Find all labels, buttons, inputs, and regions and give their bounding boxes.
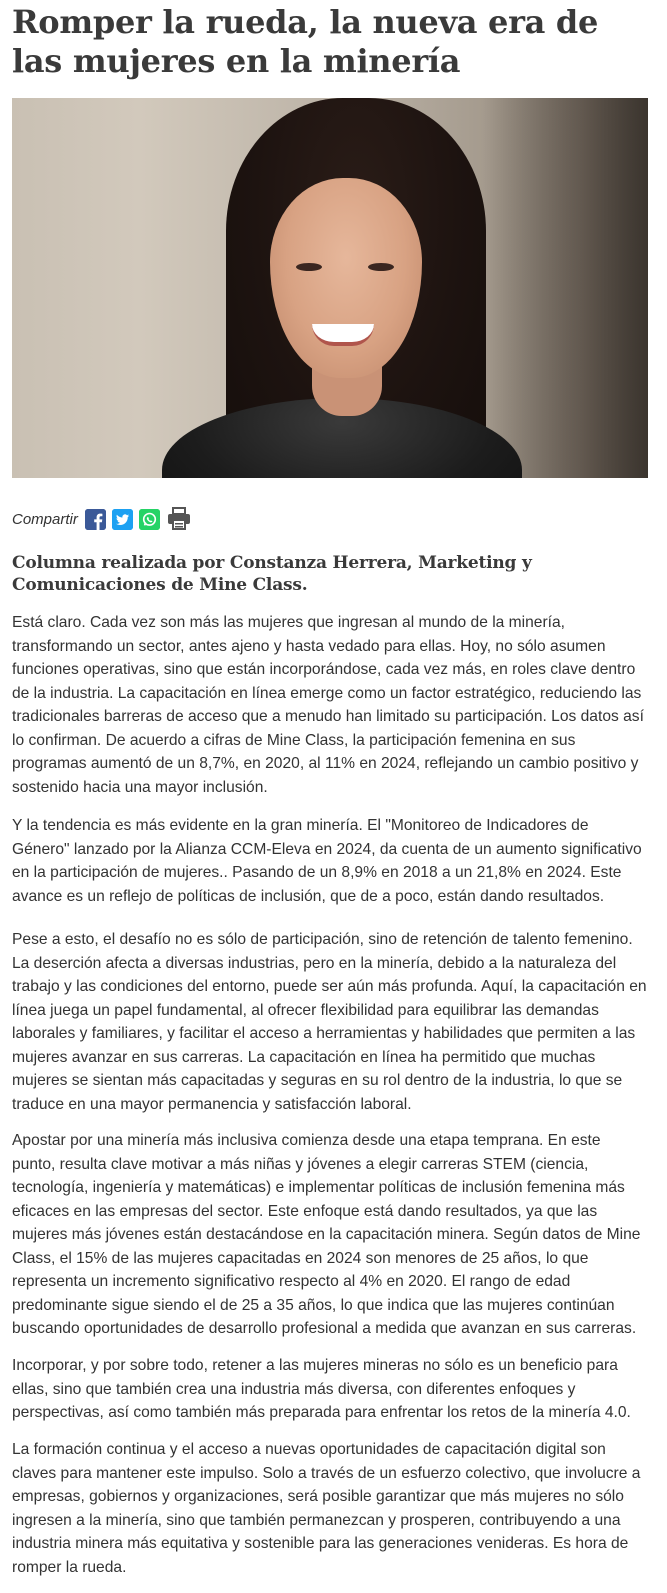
article-paragraph: Incorporar, y por sobre todo, retener a las mujeres mineras no sólo es un beneficio para ellas, sino que también crea una industria más diversa, con diferentes enfoques y perspectivas, así como también más preparada para enfrentar los retos de la minería 4.0. (12, 1357, 631, 1421)
whatsapp-icon[interactable] (139, 509, 160, 530)
print-icon[interactable] (166, 509, 192, 530)
share-bar (12, 506, 198, 532)
article-title: Romper la rueda, la nueva era de las mujeres en la minería (12, 3, 599, 80)
facebook-icon[interactable] (85, 509, 106, 530)
article-byline: Columna realizada por Constanza Herrera, Marketing y Comunicaciones de Mine Class. (12, 553, 532, 595)
article (12, 0, 648, 1576)
share-label: Compartir (12, 510, 78, 528)
article-paragraph: Pese a esto, el desafío no es sólo de participación, sino de retención de talento femenino. La deserción afecta a diversas industrias, pero en la minería, debido a la naturaleza del trabajo y las condiciones del entorno, puede ser aún más profunda. Aquí, la capacitación en línea juega un papel fundamental, al ofrecer flexibilidad para equilibrar las demandas laborales y familiares, y facilitar el acceso a herramientas y habilidades que permiten a las mujeres avanzar en sus carreras. La capacitación en línea ha permitido que muchas mujeres se sientan más capacitadas y seguras en su rol dentro de la industria, lo que se traduce en una mayor permanencia y satisfacción laboral. (12, 931, 647, 1113)
article-paragraph: Apostar por una minería más inclusiva comienza desde una etapa temprana. En este punto, resulta clave motivar a más niñas y jóvenes a elegir carreras STEM (ciencia, tecnología, ingeniería y matemáticas) e implementar políticas de inclusión femenina más eficaces en las empresas del sector. Este enfoque está dando resultados, ya que las mujeres más jóvenes están destacándose en la capacitación minera. Según datos de Mine Class, el 15% de las mujeres capacitadas en 2024 son menores de 25 años, lo que representa un incremento significativo respecto al 4% en 2020. El rango de edad predominante sigue siendo el de 25 a 35 años, lo que indica que las mujeres continúan buscando oportunidades de desarrollo profesional a medida que avanzan en sus carreras. (12, 1132, 641, 1337)
article-paragraph: Y la tendencia es más evidente en la gran minería. El "Monitoreo de Indicadores de Género" lanzado por la Alianza CCM-Eleva en 2024, da cuenta de un aumento significativo en la participación de mujeres.. Pasando de un 8,9% en 2018 a un 21,8% en 2024. Este avance es un reflejo de políticas de inclusión, que de a poco, están dando resultados. (12, 817, 642, 905)
article-paragraph: La formación continua y el acceso a nuevas oportunidades de capacitación digital son claves para mantener este impulso. Solo a través de un esfuerzo colectivo, que involucre a empresas, gobiernos y organizaciones, será posible garantizar que más mujeres no sólo ingresen a la minería, sino que también permanezcan y prosperen, contribuyendo a una industria minera más equitativa y sostenible para las generaciones venideras. Es hora de romper la rueda. (12, 1441, 641, 1576)
article-paragraph: Está claro. Cada vez son más las mujeres que ingresan al mundo de la minería, transformando un sector, antes ajeno y hasta vedado para ellas. Hoy, no sólo asumen funciones operativas, sino que están incorporándose, cada vez más, en roles clave dentro de la industria. La capacitación en línea emerge como un factor estratégico, reduciendo las tradicionales barreras de acceso que a menudo han limitado su participación. Los datos así lo confirman. De acuerdo a cifras de Mine Class, la participación femenina en sus programas aumentó de un 8,7%, en 2020, al 11% en 2024, reflejando un cambio positivo y sostenido hacia una mayor inclusión. (12, 614, 644, 796)
hero-photo (12, 98, 648, 478)
twitter-icon[interactable] (112, 509, 133, 530)
